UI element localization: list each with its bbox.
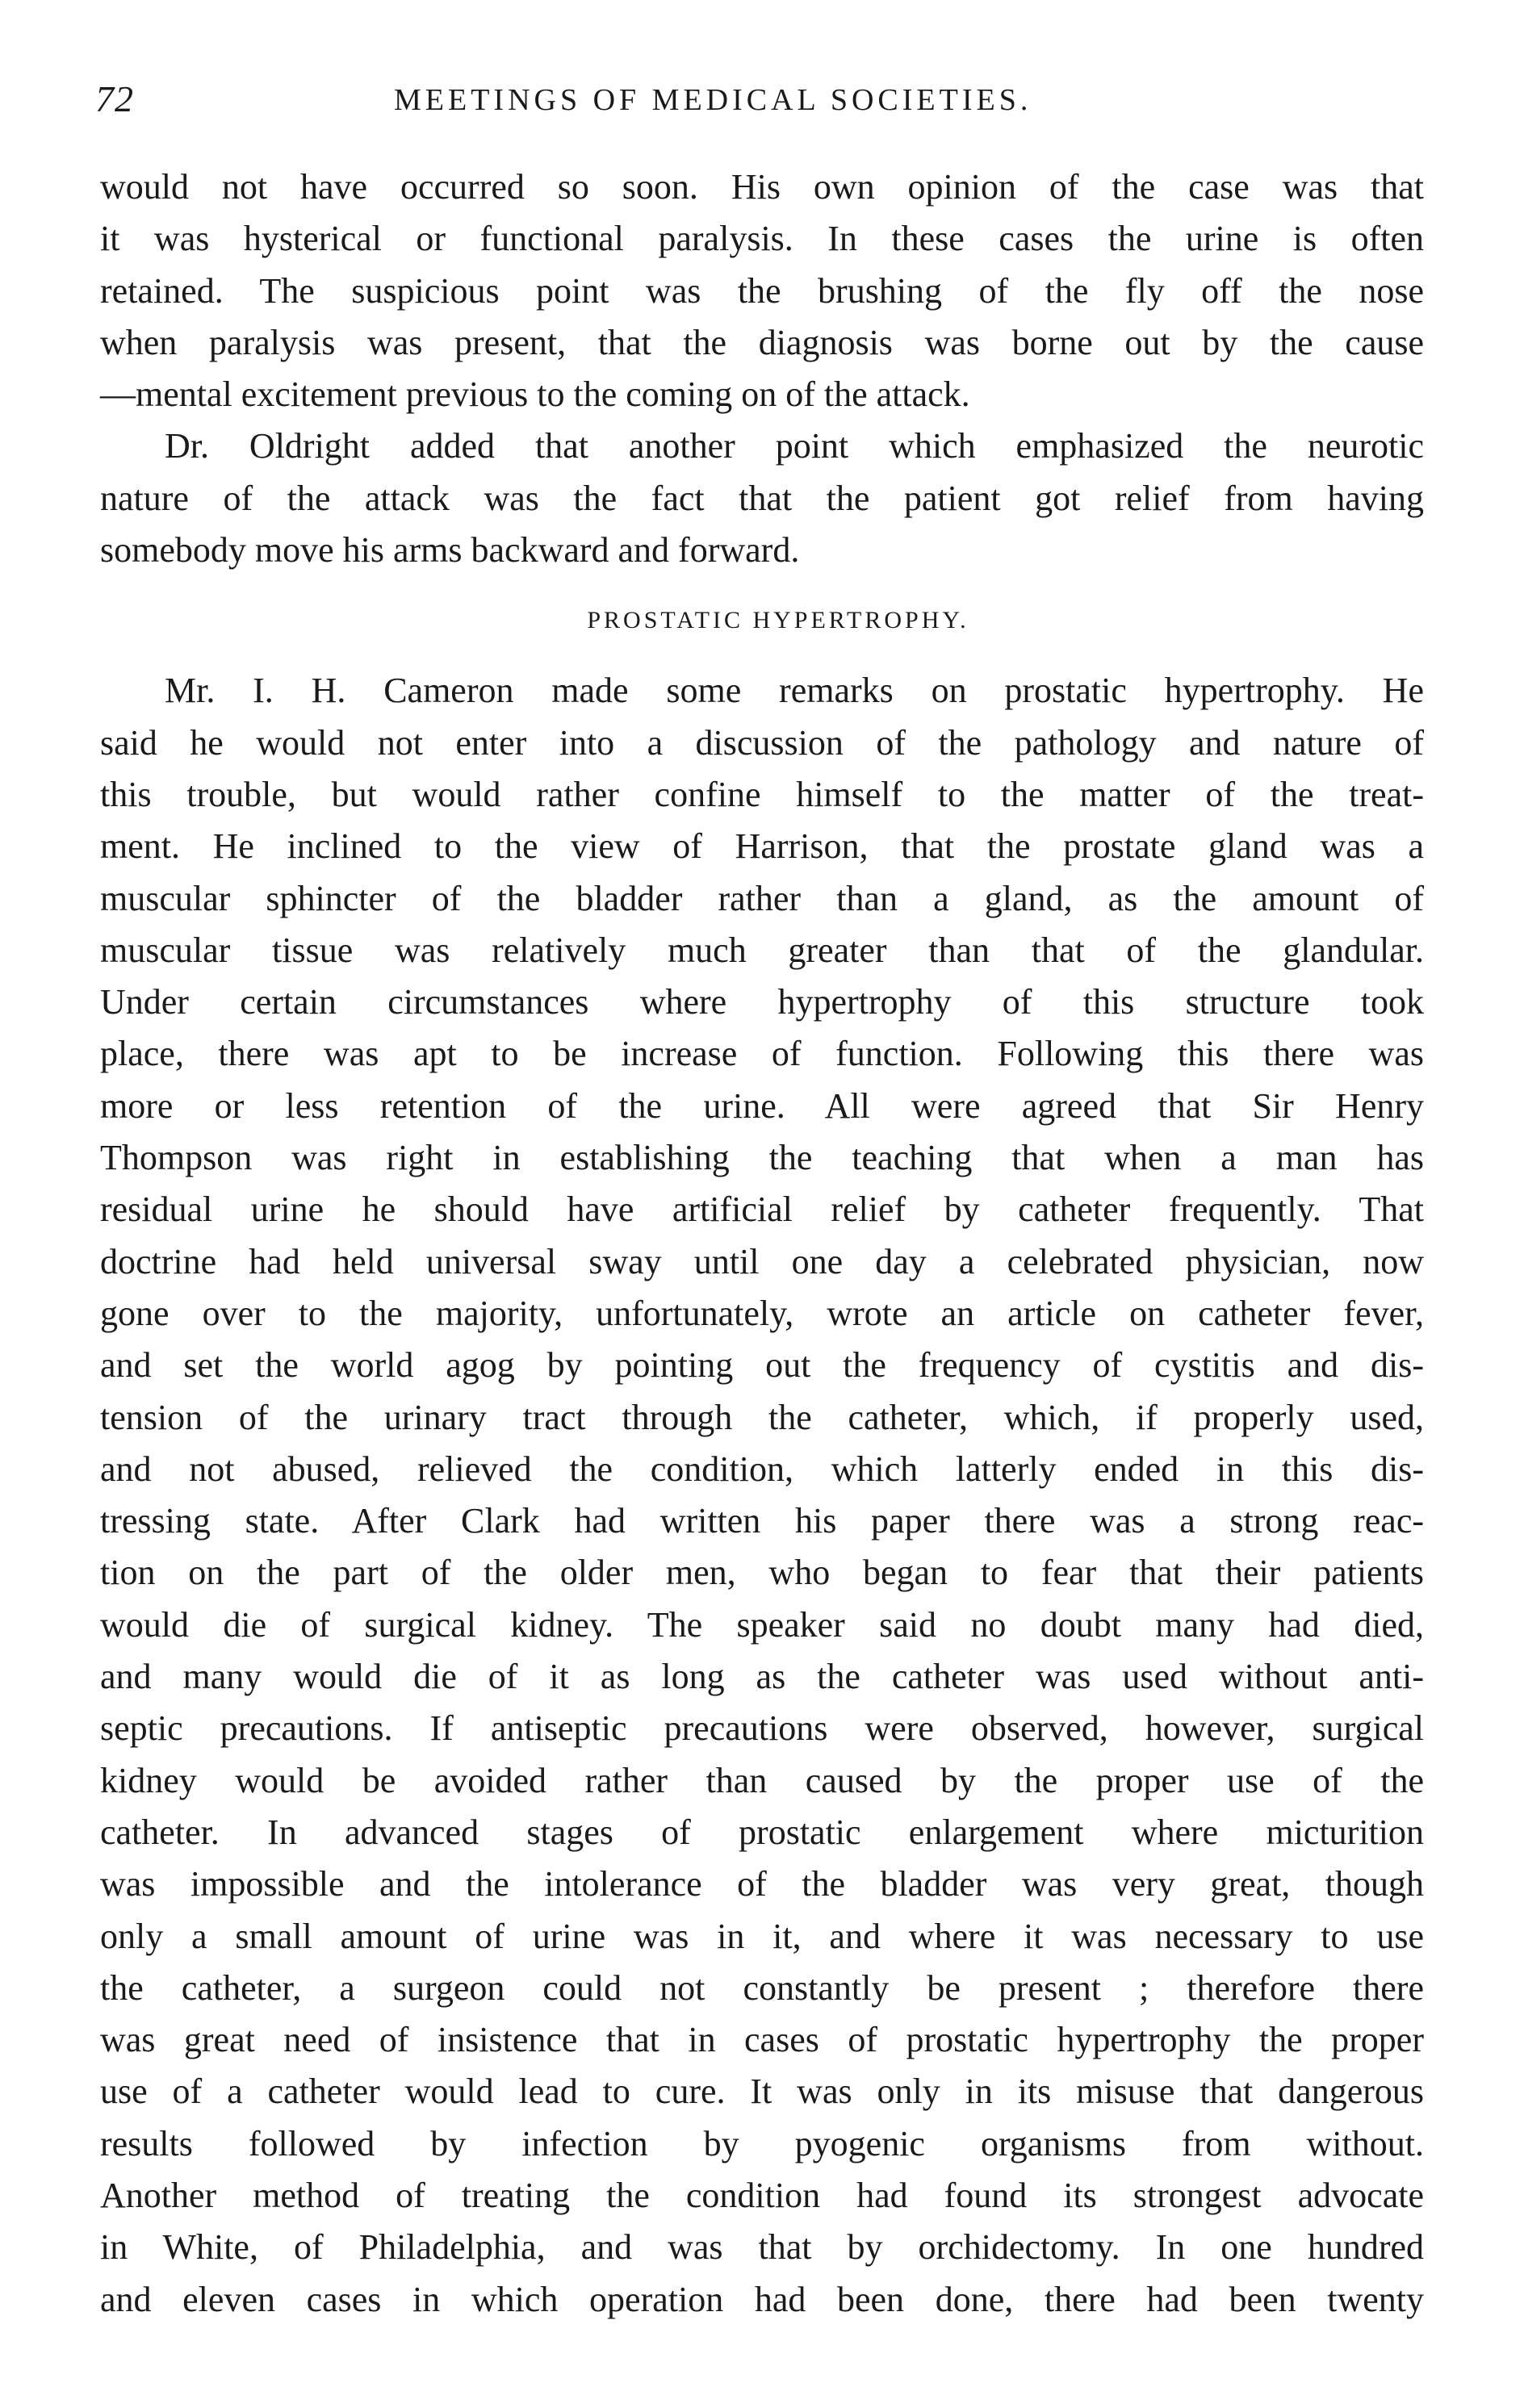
text-line: in White, of Philadelphia, and was that by orchidectomy. In one hundred bbox=[100, 2227, 1424, 2268]
text-line: the catheter, a surgeon could not constantly be present ; therefore there bbox=[100, 1967, 1424, 2008]
text-line: said he would not enter into a discussion of the pathology and nature of bbox=[100, 722, 1424, 763]
text-line: ment. He inclined to the view of Harrison, that the prostate gland was a bbox=[100, 826, 1424, 867]
paragraph-case-opinion bbox=[100, 161, 1424, 420]
text-line: was impossible and the intolerance of the bladder was very great, though bbox=[100, 1864, 1424, 1904]
page-number: 72 bbox=[95, 78, 134, 119]
section-heading: PROSTATIC HYPERTROPHY. bbox=[587, 607, 969, 634]
text-line: and eleven cases in which operation had been done, there had been twenty bbox=[100, 2279, 1424, 2319]
text-line: somebody move his arms backward and forward. bbox=[100, 530, 800, 571]
text-line: tion on the part of the older men, who began to fear that their patients bbox=[100, 1553, 1424, 1593]
text-line: retained. The suspicious point was the brushing of the fly off the nose bbox=[100, 270, 1424, 311]
text-line: when paralysis was present, that the diagnosis was borne out by the cause bbox=[100, 322, 1424, 362]
text-line: catheter. In advanced stages of prostatic enlargement where micturition bbox=[100, 1812, 1424, 1852]
text-line: would not have occurred so soon. His own opinion of the case was that bbox=[100, 167, 1424, 207]
page-header bbox=[95, 77, 1426, 126]
text-line: Mr. I. H. Cameron made some remarks on prostatic hypertrophy. He bbox=[165, 671, 1424, 711]
text-line: septic precautions. If antiseptic precautions were observed, however, surgical bbox=[100, 1708, 1424, 1749]
text-line: muscular sphincter of the bladder rather than a gland, as the amount of bbox=[100, 878, 1424, 918]
text-line: muscular tissue was relatively much greater than that of the glandular. bbox=[100, 930, 1424, 970]
text-line: this trouble, but would rather confine himself to the matter of the treat- bbox=[100, 774, 1424, 814]
text-line: tension of the urinary tract through the catheter, which, if properly used, bbox=[100, 1397, 1424, 1437]
text-line: and set the world agog by pointing out the frequency of cystitis and dis- bbox=[100, 1345, 1424, 1386]
text-line: only a small amount of urine was in it, and where it was necessary to use bbox=[100, 1916, 1424, 1956]
text-line: use of a catheter would lead to cure. It was only in its misuse that dangerous bbox=[100, 2071, 1424, 2112]
text-line: was great need of insistence that in cases of prostatic hypertrophy the proper bbox=[100, 2020, 1424, 2060]
text-line: residual urine he should have artificial relief by catheter frequently. That bbox=[100, 1189, 1424, 1230]
body-text bbox=[100, 161, 1424, 2326]
text-line: kidney would be avoided rather than caused by the proper use of the bbox=[100, 1760, 1424, 1800]
text-line: place, there was apt to be increase of function. Following this there was bbox=[100, 1034, 1424, 1074]
paragraph-oldright bbox=[100, 420, 1424, 576]
text-line: more or less retention of the urine. All were agreed that Sir Henry bbox=[100, 1085, 1424, 1126]
text-line: would die of surgical kidney. The speaker said no doubt many had died, bbox=[100, 1604, 1424, 1645]
text-line: it was hysterical or functional paralysis. In these cases the urine is often bbox=[100, 219, 1424, 259]
text-line: Another method of treating the condition had found its strongest advocate bbox=[100, 2175, 1424, 2215]
text-line: Dr. Oldright added that another point which emphasized the neurotic bbox=[165, 426, 1424, 466]
text-line: gone over to the majority, unfortunately, wrote an article on catheter fever, bbox=[100, 1293, 1424, 1333]
text-line: and not abused, relieved the condition, which latterly ended in this dis- bbox=[100, 1449, 1424, 1489]
text-line: nature of the attack was the fact that the patient got relief from having bbox=[100, 478, 1424, 518]
text-line: tressing state. After Clark had written his paper there was a strong reac- bbox=[100, 1501, 1424, 1541]
text-line: and many would die of it as long as the catheter was used without anti- bbox=[100, 1657, 1424, 1697]
paragraph-cameron bbox=[100, 665, 1424, 2326]
text-line: results followed by infection by pyogenic organisms from without. bbox=[100, 2123, 1424, 2163]
text-line: —mental excitement previous to the coming on of the attack. bbox=[100, 374, 970, 415]
text-line: Thompson was right in establishing the teaching that when a man has bbox=[100, 1138, 1424, 1178]
text-line: Under certain circumstances where hypertrophy of this structure took bbox=[100, 982, 1424, 1022]
running-head: MEETINGS OF MEDICAL SOCIETIES. bbox=[394, 83, 1032, 117]
text-line: doctrine had held universal sway until one day a celebrated physician, now bbox=[100, 1241, 1424, 1281]
